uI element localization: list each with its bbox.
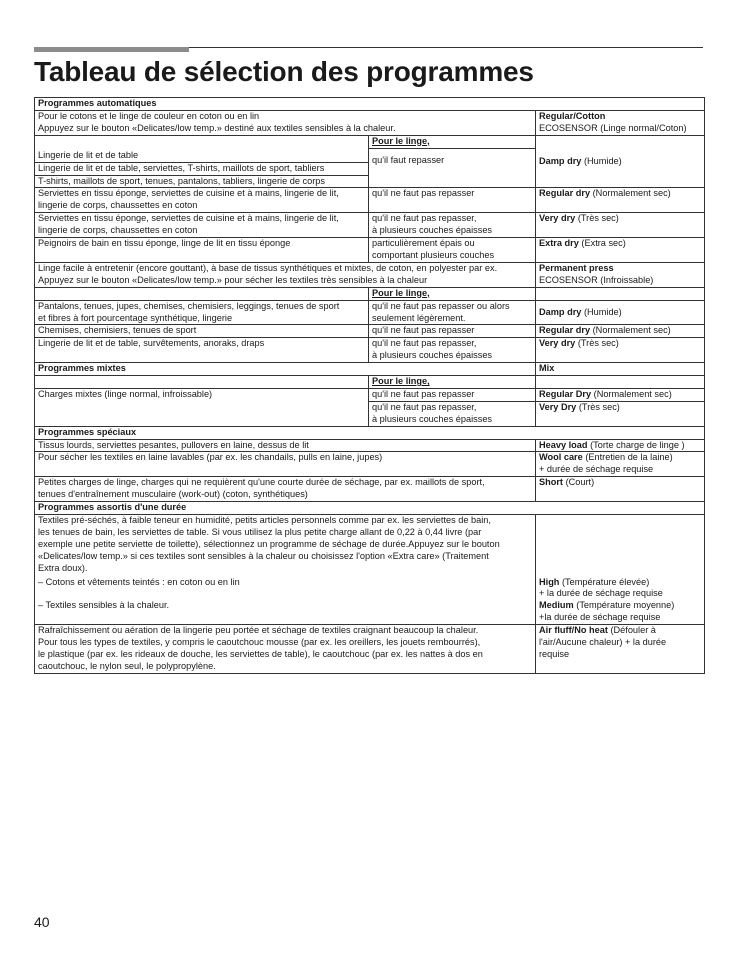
condition-cell [369, 148, 536, 188]
program-name: Short [539, 477, 563, 488]
program-name: Damp dry [539, 155, 582, 166]
program-desc: (Court) [565, 477, 595, 488]
condition-cell [369, 401, 536, 426]
condition-text: particulièrement épais ou [372, 238, 475, 249]
table-row [35, 338, 705, 363]
row-description [35, 188, 369, 213]
program-desc: ECOSENSOR (Infroissable) [539, 274, 654, 285]
list-item: – Textiles sensibles à la chaleur. [38, 600, 170, 611]
condition-text: qu'il ne faut pas repasser, [372, 401, 477, 412]
row-description [35, 477, 536, 502]
table-row [35, 388, 705, 401]
program-cell [536, 401, 705, 426]
program-cell [536, 135, 705, 188]
section-header-mixtes [35, 363, 705, 376]
program-name: Regular Dry [539, 388, 592, 399]
condition-text: seulement légèrement. [372, 312, 466, 323]
condition-header [369, 287, 536, 300]
text-line: caoutchouc, le nylon seul, le polypropylène. [38, 660, 216, 671]
text-line: Rafraîchissement ou aération de la lingerie peu portée et séchage de textiles craignant beaucoup la chaleur. [38, 625, 479, 636]
condition-text: à plusieurs couches épaisses [372, 413, 493, 424]
condition-cell [369, 213, 536, 238]
program-name: Regular dry [539, 188, 591, 199]
program-cell [536, 213, 705, 238]
program-name: Heavy load [539, 439, 588, 450]
program-desc: (Normalement sec) [592, 188, 671, 199]
section-title: Programmes mixtes [35, 363, 536, 376]
condition-cell [369, 388, 536, 401]
row-description [35, 439, 536, 452]
row-description [35, 338, 369, 363]
text-line: Textiles pré-séchés, à faible teneur en humidité, petits articles personnels comme par ex. les serviettes de bain, [38, 515, 491, 525]
condition-title: Pour le linge, [372, 135, 430, 146]
row-spacer [35, 376, 369, 389]
program-cell [536, 262, 705, 287]
table-row [35, 515, 705, 625]
condition-cell [369, 188, 536, 213]
title-rule [189, 47, 703, 48]
program-cell [536, 477, 705, 502]
condition-text: qu'il ne faut pas repasser, [372, 213, 477, 224]
list-item: – Cotons et vêtements teintés : en coton ou en lin [38, 576, 240, 587]
text-line: les tenues de bain, les serviettes de table. Si vous utilisez la plus petite charge allant de 0,22 à 0,44 livre (par [38, 526, 482, 537]
row-description [35, 625, 536, 674]
row-description [35, 300, 369, 325]
table-row [35, 262, 705, 287]
condition-text: qu'il ne faut pas repasser, [372, 338, 477, 349]
table-row [35, 213, 705, 238]
table-row [35, 110, 705, 135]
condition-text: à plusieurs couches épaisses [372, 350, 493, 361]
row-description [35, 515, 536, 625]
row-description [35, 325, 369, 338]
table-row [35, 300, 705, 325]
program-cell [536, 439, 705, 452]
text-line: Serviettes en tissu éponge, serviettes de cuisine et à mains, lingerie de lit, [38, 188, 339, 199]
condition-cell [369, 238, 536, 263]
row-spacer [536, 376, 705, 389]
text-line: Appuyez sur le bouton «Delicates/low temp.» pour sécher les textiles très sensibles à la chaleur [38, 274, 428, 285]
program-desc: (Extra sec) [581, 238, 626, 249]
row-description [35, 213, 369, 238]
program-cell [536, 110, 705, 135]
program-cell [536, 238, 705, 263]
text-line: Tissus lourds, serviettes pesantes, pullovers en laine, dessus de lit [38, 439, 309, 450]
program-name: Regular dry [539, 325, 591, 336]
text-line: Pour tous les types de textiles, y compris le caoutchouc mousse (par ex. les oreillers, les jouets rembourrés), [38, 637, 481, 648]
program-cell [536, 325, 705, 338]
program-cell [536, 625, 705, 674]
row-description [35, 110, 536, 135]
table-row [35, 287, 705, 300]
table-row [35, 625, 705, 674]
text-line: lingerie de corps, chaussettes en coton [38, 200, 198, 211]
program-name: Medium [539, 600, 574, 611]
program-name: Permanent press [539, 262, 614, 273]
section-header-speciaux [35, 426, 705, 439]
table-row [35, 325, 705, 338]
row-description [35, 452, 536, 477]
program-desc: l'air/Aucune chaleur) + la durée [539, 637, 667, 648]
text-line: Chemises, chemisiers, tenues de sport [38, 325, 197, 336]
program-name: Damp dry [539, 306, 582, 317]
program-desc: (Normalement sec) [593, 388, 672, 399]
text-line: Linge facile à entretenir (encore gouttant), à base de tissus synthétiques et mixtes, de coton, en polyester par ex. [38, 262, 498, 273]
condition-text: comportant plusieurs couches [372, 249, 495, 260]
text-line: Lingerie de lit et de table, survêtements, anoraks, draps [38, 338, 265, 349]
program-name: High [539, 576, 560, 587]
section-program: Mix [536, 363, 705, 376]
text-line: le plastique (par ex. les rideaux de douche, les serviettes de table), le caoutchouc (par ex. les nattes à dos en [38, 648, 483, 659]
condition-cell [369, 300, 536, 325]
text-line: Pantalons, tenues, jupes, chemises, chemisiers, leggings, tenues de sport [38, 300, 340, 311]
program-name: Wool care [539, 452, 583, 463]
condition-text: qu'il faut repasser [372, 155, 445, 166]
row-description [35, 388, 369, 426]
program-name: Air fluff/No heat [539, 625, 608, 636]
page-number: 40 [34, 914, 50, 930]
table-row [35, 477, 705, 502]
text-line: Lingerie de lit et de table, serviettes, T-shirts, maillots de sport, tabliers [38, 162, 325, 173]
table-row [35, 238, 705, 263]
program-desc: (Humide) [583, 155, 622, 166]
program-cell [536, 452, 705, 477]
text-line: T-shirts, maillots de sport, tenues, pantalons, tabliers, lingerie de corps [38, 175, 325, 186]
program-desc: (Température élevée) [561, 576, 650, 587]
text-line: Petites charges de linge, charges qui ne requièrent qu'une courte durée de séchage, par ex. maillots de sport, [38, 477, 485, 488]
row-description [35, 262, 536, 287]
program-desc: (Humide) [583, 306, 622, 317]
condition-cell [369, 338, 536, 363]
text-line: Lingerie de lit et de table [38, 149, 139, 160]
text-line: Appuyez sur le bouton «Delicates/low temp.» destiné aux textiles sensibles à la chaleur. [38, 122, 396, 133]
condition-text: à plusieurs couches épaisses [372, 225, 493, 236]
title-rule-accent [34, 47, 189, 52]
condition-header [369, 135, 536, 148]
condition-text: qu'il ne faut pas repasser [372, 325, 475, 336]
text-line: «Delicates/low temp.» si ces textiles sont sensibles à la chaleur ou choisissez l'option «Extra care» (Traitement [38, 550, 489, 561]
text-line: exemple une petite serviette de toilette), sélectionnez un programme de séchage de durée.Appuyez sur le bouton [38, 538, 500, 549]
program-desc: ECOSENSOR (Linge normal/Coton) [539, 122, 687, 133]
text-line: Pour le cotons et le linge de couleur en coton ou en lin [38, 110, 260, 121]
condition-text: qu'il ne faut pas repasser ou alors [372, 300, 510, 311]
program-desc: (Défouler à [610, 625, 656, 636]
row-description [35, 135, 369, 162]
program-table [34, 97, 705, 674]
row-spacer [35, 287, 369, 300]
table-row [35, 188, 705, 213]
page-title: Tableau de sélection des programmes [34, 56, 534, 87]
program-cell [536, 338, 705, 363]
condition-title: Pour le linge, [372, 287, 430, 298]
program-name: Regular/Cotton [539, 110, 606, 121]
program-desc: (Très sec) [578, 401, 620, 412]
condition-text: qu'il ne faut pas repasser [372, 188, 475, 199]
table-row [35, 439, 705, 452]
section-header-auto [35, 98, 705, 111]
text-line: Peignoirs de bain en tissu éponge, linge de lit en tissu éponge [38, 238, 291, 249]
table-row [35, 135, 705, 148]
table-row [35, 452, 705, 477]
section-title: Programmes automatiques [35, 98, 705, 111]
program-cell [536, 388, 705, 401]
text-line: Extra doux). [38, 562, 88, 573]
program-cell [536, 188, 705, 213]
text-line: et fibres à fort pourcentage synthétique, lingerie [38, 312, 233, 323]
program-desc: (Très sec) [577, 213, 619, 224]
program-desc: (Température moyenne) [576, 600, 675, 611]
program-cell [536, 300, 705, 325]
row-description [35, 162, 369, 175]
text-line: lingerie de corps, chaussettes en coton [38, 225, 198, 236]
table-row [35, 376, 705, 389]
row-description [35, 238, 369, 263]
text-line: Charges mixtes (linge normal, infroissable) [38, 388, 213, 399]
section-title: Programmes spéciaux [35, 426, 705, 439]
program-name: Very dry [539, 338, 576, 349]
text-line: Pour sécher les textiles en laine lavables (par ex. les chandails, pulls en laine, jupes) [38, 452, 383, 463]
program-desc: (Torte charge de linge ) [590, 439, 685, 450]
text-line: Serviettes en tissu éponge, serviettes de cuisine et à mains, lingerie de lit, [38, 213, 339, 224]
program-name: Very dry [539, 213, 576, 224]
condition-title: Pour le linge, [372, 376, 430, 387]
program-name: Very Dry [539, 401, 577, 412]
program-desc: +la durée de séchage requise [539, 612, 661, 623]
section-title: Programmes assortis d'une durée [35, 502, 705, 515]
condition-header [369, 376, 536, 389]
program-cell [536, 515, 705, 625]
program-desc: (Entretien de la laine) [585, 452, 673, 463]
program-desc: + durée de séchage requise [539, 464, 654, 475]
program-desc: (Très sec) [577, 338, 619, 349]
condition-text: qu'il ne faut pas repasser [372, 388, 475, 399]
row-spacer [536, 287, 705, 300]
section-header-duree [35, 502, 705, 515]
condition-cell [369, 325, 536, 338]
program-desc: requise [539, 648, 570, 659]
program-desc: + la durée de séchage requise [539, 588, 663, 599]
program-name: Extra dry [539, 238, 579, 249]
text-line: tenues d'entraînement musculaire (work-out) (coton, synthétiques) [38, 489, 308, 500]
row-description [35, 175, 369, 188]
program-desc: (Normalement sec) [592, 325, 671, 336]
